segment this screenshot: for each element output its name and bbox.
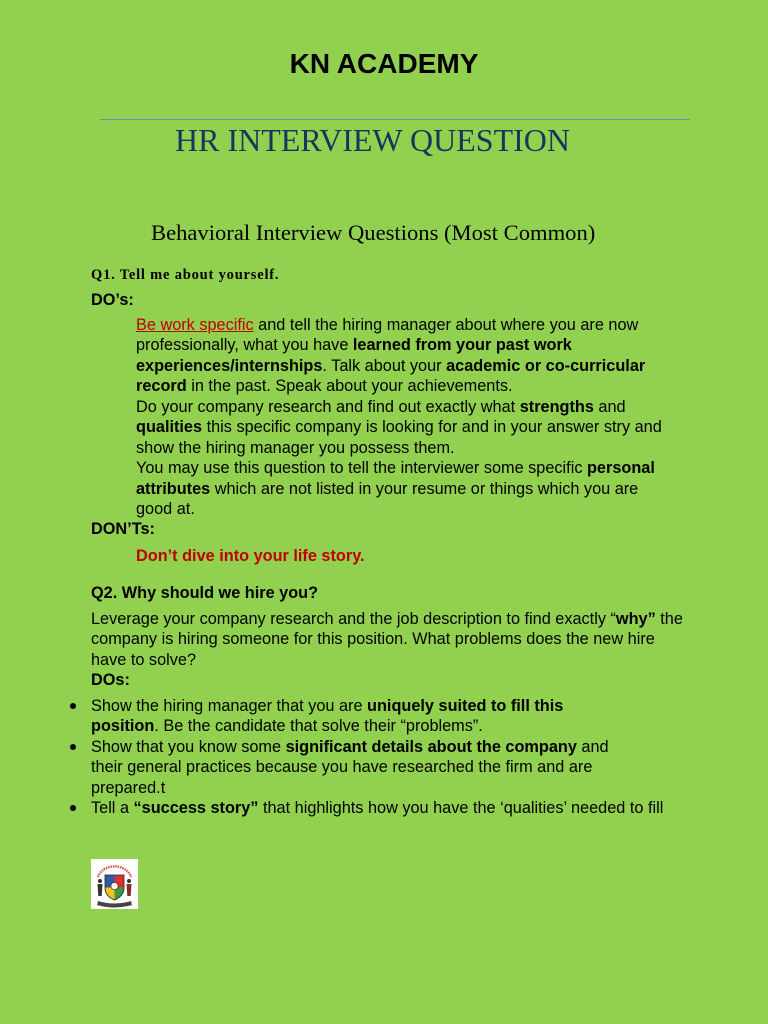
text-run: and [593, 397, 626, 416]
bold-text-run: why” [615, 610, 656, 628]
bold-text-run: record [136, 377, 187, 396]
text-line [136, 335, 662, 355]
text-line [136, 417, 662, 437]
document-title: KN ACADEMY [289, 48, 479, 79]
text-line [136, 458, 662, 478]
text-run: the [655, 610, 683, 628]
bold-text-run: significant details about the company [285, 737, 577, 756]
bullet-item-line [91, 778, 663, 798]
q1-question: Q1. Tell me about yourself. [91, 267, 280, 283]
text-line [136, 499, 662, 519]
text-line [136, 438, 662, 458]
bullet-icon [70, 805, 76, 811]
kn-academy-crest-logo-icon [91, 859, 138, 909]
q1-dos-paragraph [136, 315, 662, 519]
bold-text-run: position [91, 717, 155, 736]
bullet-icon [70, 703, 76, 709]
bold-text-run: attributes [136, 479, 211, 498]
text-run: . Talk about your [322, 356, 447, 375]
text-run: company is hiring someone for this position. What problems does the new hire [91, 630, 655, 649]
text-run: show the hiring manager you possess them. [136, 438, 455, 457]
text-run: that highlights how you have the ‘qualities’ needed to fill [258, 799, 664, 818]
q2-intro-paragraph [91, 609, 683, 670]
highlighted-phrase: Be work specific [136, 316, 254, 334]
text-run: and tell the hiring manager about where you are now [253, 316, 639, 334]
q1-dos-label: DO’s: [91, 291, 134, 309]
text-run: Leverage your company research and the job description to find exactly “ [91, 610, 616, 628]
text-run: Do your company research and find out exactly what [136, 397, 520, 416]
text-run: their general practices because you have researched the firm and are [91, 758, 593, 777]
q2-dos-label: DOs: [91, 671, 130, 690]
bold-text-run: qualities [136, 418, 203, 437]
text-run: Tell a [91, 799, 134, 818]
bullet-item-line [91, 798, 663, 818]
bullet-item-line [91, 737, 663, 757]
text-run: good at. [136, 499, 195, 518]
bold-text-run: personal [586, 459, 655, 478]
section-heading: Behavioral Interview Questions (Most Common) [151, 220, 596, 245]
text-line [136, 376, 662, 396]
text-run: in the past. Speak about your achievements. [186, 377, 513, 396]
text-line [91, 609, 683, 629]
text-run: prepared.t [91, 778, 166, 797]
q2-question: Q2. Why should we hire you? [91, 584, 319, 602]
text-run: professionally, what you have [136, 336, 353, 355]
text-run: Show that you know some [91, 737, 286, 756]
text-line [91, 629, 683, 649]
text-run: Show the hiring manager that you are [91, 697, 368, 715]
text-run: You may use this question to tell the interviewer some specific [136, 459, 587, 478]
bold-text-run: “success story” [133, 799, 259, 818]
bullet-item-line [91, 757, 663, 777]
text-run: this specific company is looking for and in your answer stry and [202, 418, 662, 437]
text-run: . Be the candidate that solve their “problems”. [154, 717, 483, 736]
crest-logo-graphic [91, 859, 138, 909]
text-line [136, 315, 662, 335]
text-line [136, 479, 662, 499]
bold-text-run: uniquely suited to fill this [367, 697, 564, 715]
bullet-item-line [91, 716, 663, 736]
bold-text-run: learned from your past work [352, 336, 572, 355]
document-subtitle: HR INTERVIEW QUESTION [175, 122, 571, 158]
bold-text-run: strengths [519, 397, 594, 416]
bullet-item-line [91, 696, 663, 716]
bold-text-run: experiences/internships [136, 356, 323, 375]
text-run: which are not listed in your resume or things which you are [210, 479, 639, 498]
q1-donts-text: Don’t dive into your life story. [136, 547, 365, 565]
text-run: have to solve? [91, 650, 196, 669]
text-line [136, 397, 662, 417]
q2-dos-bullet-list [91, 696, 663, 819]
q1-donts-label: DON’Ts: [91, 520, 155, 539]
bullet-icon [70, 744, 76, 750]
title-divider-line [100, 119, 690, 120]
text-line [91, 650, 683, 670]
bold-text-run: academic or co-curricular [446, 356, 646, 375]
text-line [136, 356, 662, 376]
text-run: and [576, 737, 609, 756]
